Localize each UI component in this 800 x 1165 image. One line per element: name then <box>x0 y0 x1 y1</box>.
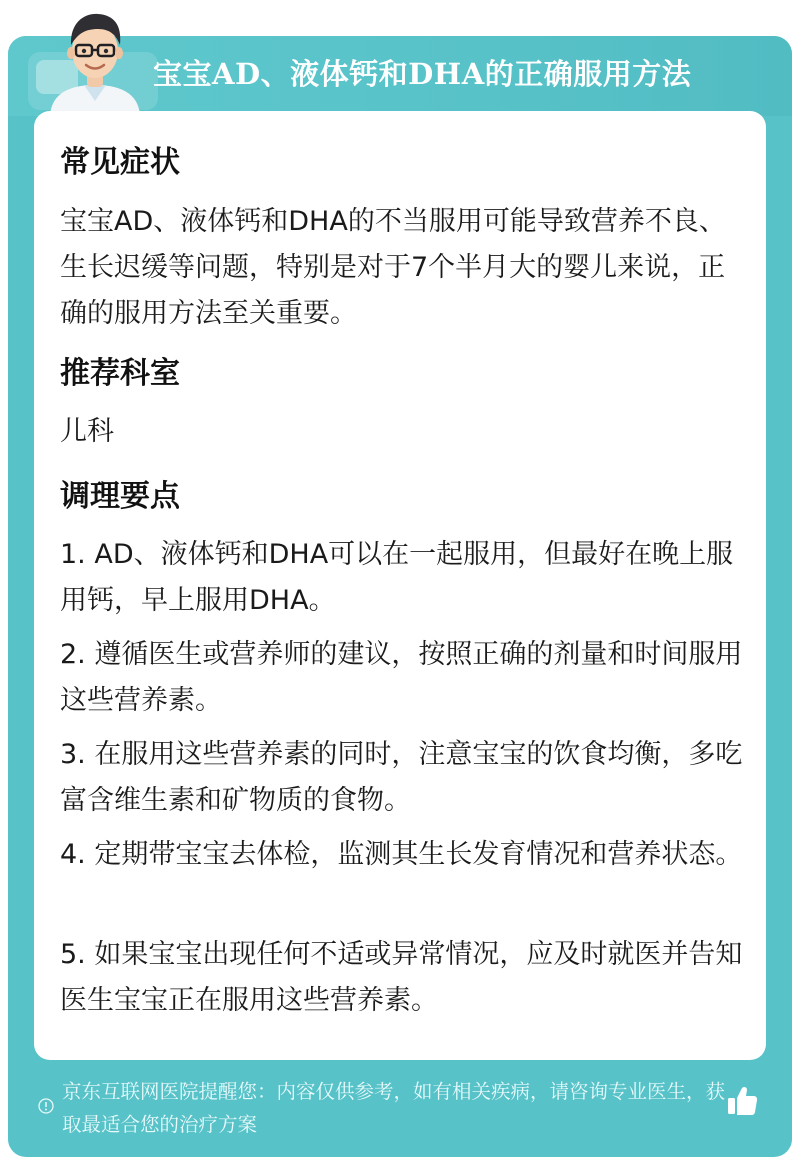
department-text: 儿科 <box>60 416 114 447</box>
page-title: 宝宝AD、液体钙和DHA的正确服用方法 <box>153 57 692 91</box>
care-point-1: 1. AD、液体钙和DHA可以在一起服用，但最好在晚上服用钙，早上服用DHA。 <box>60 539 734 616</box>
content-card <box>34 111 766 1060</box>
section-title-department: 推荐科室 <box>60 356 180 391</box>
info-icon <box>38 1098 54 1114</box>
care-point-5: 5. 如果宝宝出现任何不适或异常情况，应及时就医并告知医生宝宝正在服用这些营养素。 <box>60 939 743 1016</box>
care-point-2: 2. 遵循医生或营养师的建议，按照正确的剂量和时间服用这些营养素。 <box>60 639 743 716</box>
symptoms-text: 宝宝AD、液体钙和DHA的不当服用可能导致营养不良、生长迟缓等问题，特别是对于7个半月大的婴儿来说，正确的服用方法至关重要。 <box>60 206 726 329</box>
care-point-4: 4. 定期带宝宝去体检，监测其生长发育情况和营养状态。 <box>60 839 743 870</box>
care-point-3: 3. 在服用这些营养素的同时，注意宝宝的饮食均衡，多吃富含维生素和矿物质的食物。 <box>60 739 743 816</box>
section-title-symptoms: 常见症状 <box>60 145 180 180</box>
section-title-care-points: 调理要点 <box>60 479 180 514</box>
footer-disclaimer: 京东互联网医院提醒您：内容仅供参考，如有相关疾病，请咨询专业医生，获取最适合您的治疗方案 <box>62 1080 726 1136</box>
doctor-avatar-icon <box>40 5 150 115</box>
thumbs-up-icon[interactable] <box>724 1083 760 1119</box>
